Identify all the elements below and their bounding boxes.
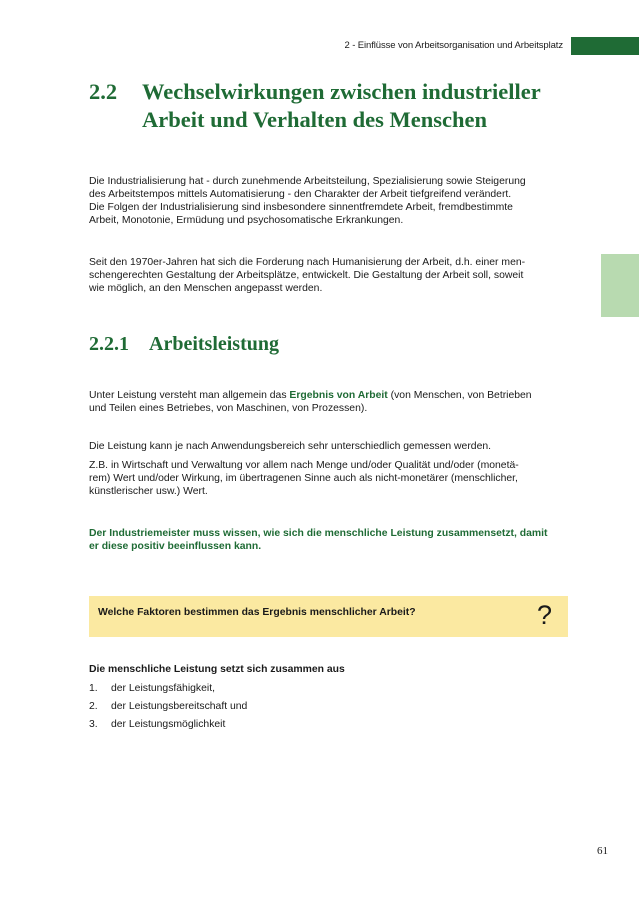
factor-list bbox=[89, 682, 247, 736]
list-number: 1. bbox=[89, 683, 98, 694]
list-text: der Leistungsfähigkeit, bbox=[111, 683, 215, 694]
section-number: 2.2 bbox=[89, 79, 118, 104]
question-text: Welche Faktoren bestimmen das Ergebnis menschlicher Arbeit? bbox=[98, 607, 416, 618]
intro-paragraph-1 bbox=[89, 175, 570, 227]
text-line bbox=[89, 389, 570, 402]
text-line: Z.B. in Wirtschaft und Verwaltung vor allem nach Menge und/oder Qualität und/oder (monetä- bbox=[89, 460, 519, 471]
list-text: der Leistungsbereitschaft und bbox=[111, 701, 248, 712]
text-span: (von Menschen, von Betrieben bbox=[387, 390, 532, 401]
question-box bbox=[89, 596, 568, 637]
emphasis-paragraph bbox=[89, 527, 570, 553]
definition-paragraph bbox=[89, 389, 570, 415]
list-item bbox=[89, 700, 247, 718]
text-line: Die Industrialisierung hat - durch zunehmende Arbeitsteilung, Spezialisierung sowie Steigerung bbox=[89, 176, 526, 187]
subsection-title: Arbeitsleistung bbox=[149, 333, 279, 355]
section-title-line-2: Arbeit und Verhalten des Menschen bbox=[142, 107, 488, 132]
highlight-term: Ergebnis von Arbeit bbox=[289, 390, 388, 401]
text-line: und Teilen eines Betriebes, von Maschinen, von Prozessen). bbox=[89, 403, 368, 414]
section-title-line-1: Wechselwirkungen zwischen industrieller bbox=[142, 79, 541, 104]
subsection-heading bbox=[89, 331, 569, 357]
question-mark-icon: ? bbox=[536, 600, 552, 630]
page-number: 61 bbox=[597, 845, 608, 857]
text-line: rem) Wert und/oder Wirkung, im übertragenen Sinne auch als nicht-monetärer (menschlicher, bbox=[89, 473, 518, 484]
list-number: 3. bbox=[89, 719, 98, 730]
list-text: der Leistungsmöglichkeit bbox=[111, 719, 226, 730]
header-color-bar bbox=[571, 37, 639, 55]
list-heading: Die menschliche Leistung setzt sich zusammen aus bbox=[89, 664, 345, 675]
text-line: Arbeit, Monotonie, Ermüdung und psychosomatische Erkrankungen. bbox=[89, 215, 404, 226]
list-number: 2. bbox=[89, 701, 98, 712]
list-item bbox=[89, 682, 247, 700]
running-header: 2 - Einflüsse von Arbeitsorganisation und Arbeitsplatz bbox=[344, 40, 563, 51]
text-line: künstlerischer usw.) Wert. bbox=[89, 486, 208, 497]
text-line: wie möglich, an den Menschen angepasst werden. bbox=[89, 283, 323, 294]
example-paragraph bbox=[89, 459, 570, 498]
section-heading bbox=[89, 78, 589, 134]
text-line: er diese positiv beeinflussen kann. bbox=[89, 541, 262, 552]
text-line: schengerechten Gestaltung der Arbeitsplätze, entwickelt. Die Gestaltung der Arbeit soll, soweit bbox=[89, 270, 524, 281]
text-line: Seit den 1970er-Jahren hat sich die Forderung nach Humanisierung der Arbeit, d.h. einer men- bbox=[89, 257, 526, 268]
text-line: des Arbeitstempos mittels Automatisierung - den Charakter der Arbeit tiefgreifend verändert. bbox=[89, 189, 512, 200]
text-line: Die Leistung kann je nach Anwendungsbereich sehr unterschiedlich gemessen werden. bbox=[89, 441, 492, 452]
measurement-paragraph bbox=[89, 440, 570, 453]
chapter-side-tab bbox=[601, 254, 639, 317]
text-span: Unter Leistung versteht man allgemein das bbox=[89, 390, 290, 401]
intro-paragraph-2 bbox=[89, 256, 570, 295]
subsection-number: 2.2.1 bbox=[89, 333, 129, 355]
text-line: Der Industriemeister muss wissen, wie sich die menschliche Leistung zusammensetzt, damit bbox=[89, 528, 548, 539]
list-item bbox=[89, 718, 247, 736]
text-line: Die Folgen der Industrialisierung sind insbesondere sinnentfremdete Arbeit, fremdbestimmte bbox=[89, 202, 513, 213]
